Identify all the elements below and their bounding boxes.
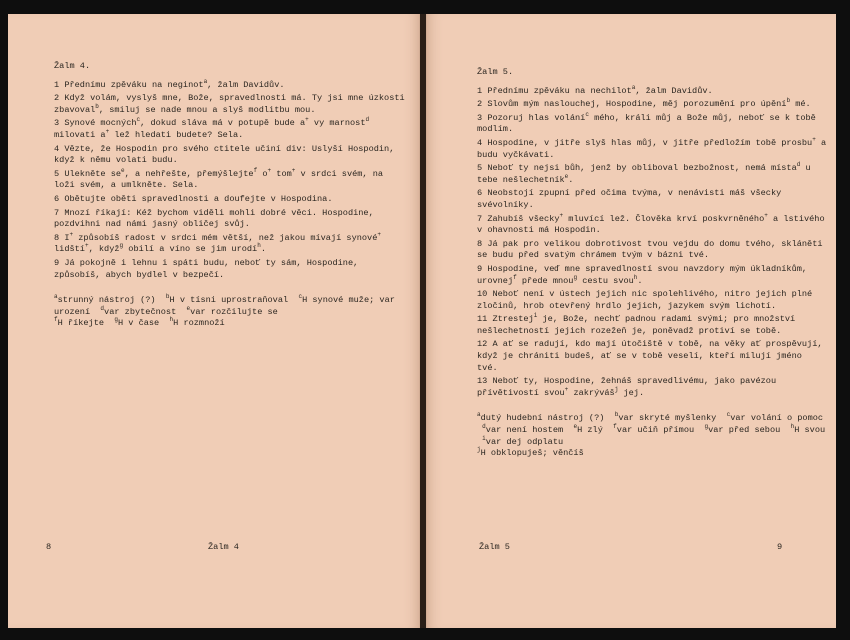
psalm-5-footnotes bbox=[477, 413, 827, 459]
page-number: 9 bbox=[777, 542, 783, 553]
psalm-4-title: Žalm 4. bbox=[54, 61, 91, 71]
verse: 11 Ztrestej$^i$ je, Bože, nechť padnou radami svými; pro množství nešlechetností jejich rozežeň je, poněvadž protiví se tobě. bbox=[477, 312, 796, 336]
verse: 3 Pozoruj hlas volání$^c$ mého, králi můj a Bože můj, neboť se k tobě modlím. bbox=[477, 110, 816, 135]
verse: 6 Neobstojí zpupní před očima tvýma, v nenávisti máš všecky svévolníky. bbox=[477, 188, 782, 210]
left-page bbox=[8, 14, 420, 628]
page-number: 8 bbox=[46, 542, 52, 553]
verse: 7 Mnozí říkají: Kéž bychom viděli mohli dobré věci. Hospodine, pozdvihni nad námi jasný obličej svůj. bbox=[54, 207, 374, 230]
psalm-4-footnotes bbox=[54, 295, 406, 330]
verse: 1 Přednímu zpěváku na nechilot$^a$, žalm Davidův. bbox=[477, 83, 713, 96]
verse: 9 Hospodine, veď mne spravedlností svou navzdory mým úkladníkům, urovnej$^f$ přede mnou$^g$ cestu svou$^h$. bbox=[477, 263, 808, 286]
verse: 4 Hospodine, v jitře slyš hlas můj, v jitře předložím tobě prosbu+ a budu vyčkávati. bbox=[477, 135, 827, 160]
verse: 6 Obětujte oběti spravedlnosti a doufejte v Hospodina. bbox=[54, 193, 333, 204]
right-page bbox=[426, 14, 836, 628]
verse: 8 Já pak pro velikou dobrotivost tvou vejdu do domu tvého, skláněti se budu před svatým chrámem tvým v bázni tvé. bbox=[477, 238, 823, 261]
psalm-4-verses bbox=[54, 77, 406, 282]
verse: 12 A ať se radují, kdo mají útočiště v tobě, na věky ať prospěvují, když je chrániti budeš, ať se v tobě veselí, kteří milují jméno tvé. bbox=[477, 339, 823, 373]
verse: 5 Ulekněte $se^e$, a nehřešte, přemýšlejte$^f$ o+ tom+ v srdci svém, na loži svém, a umlkněte. Sela. bbox=[54, 166, 384, 191]
footnote-line: $^j$H obklopuješ; věnčíš bbox=[477, 446, 584, 459]
psalm-5-title: Žalm 5. bbox=[477, 67, 514, 77]
verse: 4 Vězte, že Hospodin pro svého ctitele učiní div: Uslyší Hospodin, když k němu volati budu. bbox=[54, 143, 395, 166]
left-page-content bbox=[54, 61, 406, 330]
verse: 8 I+ způsobíš radost v srdci mém větší, než jakou mívají synové+ lidští+, když$^g$ obilí a víno se jim urodí$^h$. bbox=[54, 230, 381, 255]
verse: 9 Já pokojně i lehnu i spáti budu, neboť ty sám, Hospodine, způsobíš, abych bydlel v bezpečí. bbox=[54, 257, 359, 280]
verse: 3 Synové mocných$^c$, dokud sláva má v potupě bude a+ vy marnost$^d$ milovati a+ lež hledati budete? Sela. bbox=[54, 116, 370, 140]
running-title: Žalm 5 bbox=[479, 542, 510, 553]
verse: 7 Zahubíš všecky+ mluvící lež. Člověka krví poskvrněného+ a lstivého v ohavnosti má Hospodin. bbox=[477, 211, 825, 236]
psalm-5-verses bbox=[477, 83, 827, 400]
running-title: Žalm 4 bbox=[208, 542, 239, 553]
verse: 5 Neboť ty nejsi bůh, jenž by obliboval bezbožnost, nemá místa$^d$ u tebe nešlechetník$^e$. bbox=[477, 161, 811, 185]
right-page-content bbox=[477, 67, 827, 460]
footnote-line: $^f$H říkejte $^g$H v čase $^h$H rozmnoží bbox=[54, 316, 225, 329]
verse: 1 Přednímu zpěváku na neginot$^a$, žalm Davidův. bbox=[54, 77, 285, 90]
footnote-line: $^a$strunný nástroj (?) $^b$H v tísni uprostraňoval $^c$H synové muže; var urození $^d$var zbytečnost $^e$var rozčilujte se bbox=[54, 293, 395, 317]
footnote-line: $^a$dutý hudební nástroj (?) $^b$var skryté myšlenky $^c$var volání o pomoc $^d$var není hostem $^e$H zlý $^f$var učiň přímou $^g$var před sebou $^h$H svou $^i$var dej odplatu bbox=[477, 411, 826, 447]
verse: 2 Slovům mým naslouchej, Hospodine, měj porozumění pro úpění$^b$ mé. bbox=[477, 97, 811, 110]
verse: 2 Když volám, vyslyš mne, Bože, spravedlnosti má. Ty jsi mne úzkosti zbavoval$^b$, smiluj se nade mnou a slyš modlitbu mou. bbox=[54, 93, 405, 115]
verse: 13 Neboť ty, Hospodine, žehnáš spravedlivému, jako pavézou přívětivostí svou+ zakrýváš$^j$ jej. bbox=[477, 376, 777, 398]
verse: 10 Neboť není v ústech jejich nic spolehlivého, nitro jejich plné zločinů, hrob otevřený hrdlo jejich, jazykem svým lichotí. bbox=[477, 289, 813, 311]
